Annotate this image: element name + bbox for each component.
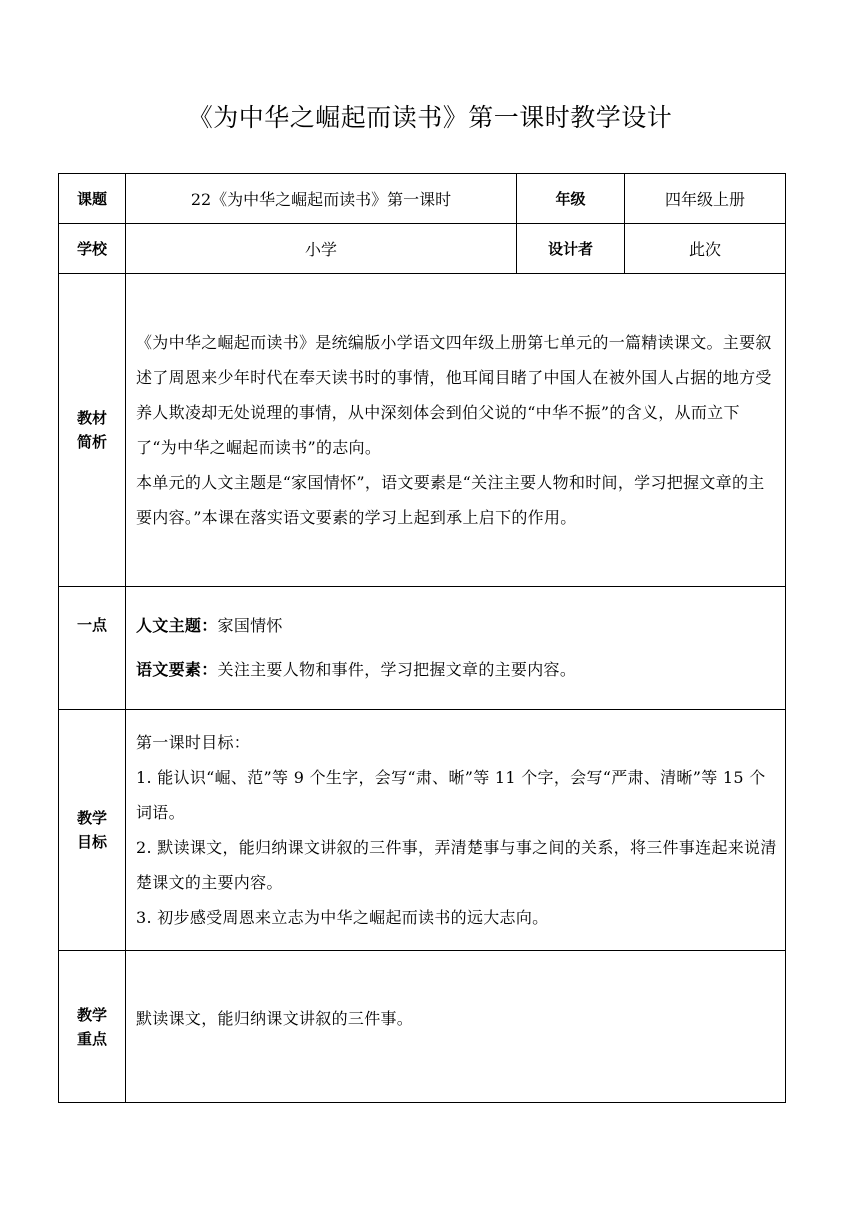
goal-item: 3. 初步感受周恩来立志为中华之崛起而读书的远大志向。 <box>136 908 549 927</box>
goal-item: 2. 默读课文，能归纳课文讲叙的三件事，弄清楚事与事之间的关系，将三件事连起来说清楚课文的主要内容。 <box>136 838 777 892</box>
element-label: 语文要素： <box>136 660 218 679</box>
key-points-text: 默读课文，能归纳课文讲叙的三件事。 <box>136 1009 414 1028</box>
goals-label <box>59 710 126 951</box>
analysis-content <box>126 274 786 587</box>
key-points-row <box>59 951 786 1103</box>
analysis-paragraph-2: 本单元的人文主题是“家国情怀”，语文要素是“关注主要人物和时间，学习把握文章的主要内容。”本课在落实语文要素的学习上起到承上启下的作用。 <box>136 473 765 527</box>
key-points-label-line1: 教学 <box>76 1005 107 1024</box>
page-title: 《为中华之崛起而读书》第一课时教学设计 <box>187 103 673 132</box>
school-label: 学校 <box>59 224 126 274</box>
analysis-label <box>59 274 126 587</box>
element-line <box>136 648 777 692</box>
goal-item: 1. 能认识“崛、范”等 9 个生字，会写“肃、晰”等 11 个字，会写“严肃、清晰”等 15 个词语。 <box>136 768 766 822</box>
key-points-label-line2: 重点 <box>76 1029 107 1048</box>
goals-content <box>126 710 786 951</box>
analysis-row <box>59 274 786 587</box>
goals-label-line1: 教学 <box>76 809 107 827</box>
focus-label: 一点 <box>59 587 126 710</box>
key-points-label <box>59 951 126 1103</box>
key-points-content <box>126 951 786 1103</box>
lesson-row <box>59 174 786 224</box>
element-value: 关注主要人物和事件，学习把握文章的主要内容。 <box>217 660 577 679</box>
theme-label: 人文主题： <box>136 616 218 635</box>
lesson-label: 课题 <box>59 174 126 224</box>
analysis-label-line1: 教材 <box>76 409 107 427</box>
grade-label: 年级 <box>517 174 625 224</box>
goals-row <box>59 710 786 951</box>
grade-value: 四年级上册 <box>625 174 786 224</box>
goals-label-line2: 目标 <box>76 833 107 851</box>
designer-value: 此次 <box>625 224 786 274</box>
analysis-paragraph-1: 《为中华之崛起而读书》是统编版小学语文四年级上册第七单元的一篇精读课文。主要叙述了周恩来少年时代在奉天读书时的事情，他耳闻目睹了中国人在被外国人占据的地方受养人欺凌却无处说理的事情，从中深刻体会到伯父说的“中华不振”的含义，从而立下了“为中华之崛起而读书”的志向。 <box>136 333 772 457</box>
designer-label: 设计者 <box>517 224 625 274</box>
theme-line <box>136 604 777 648</box>
focus-content <box>126 587 786 710</box>
theme-value: 家国情怀 <box>217 616 283 635</box>
school-row <box>59 224 786 274</box>
analysis-label-line2: 简析 <box>76 433 107 451</box>
focus-row <box>59 587 786 710</box>
goals-heading: 第一课时目标： <box>136 733 251 752</box>
lesson-plan-table <box>58 173 786 1103</box>
lesson-value: 22《为中华之崛起而读书》第一课时 <box>126 174 517 224</box>
school-value: 小学 <box>126 224 517 274</box>
